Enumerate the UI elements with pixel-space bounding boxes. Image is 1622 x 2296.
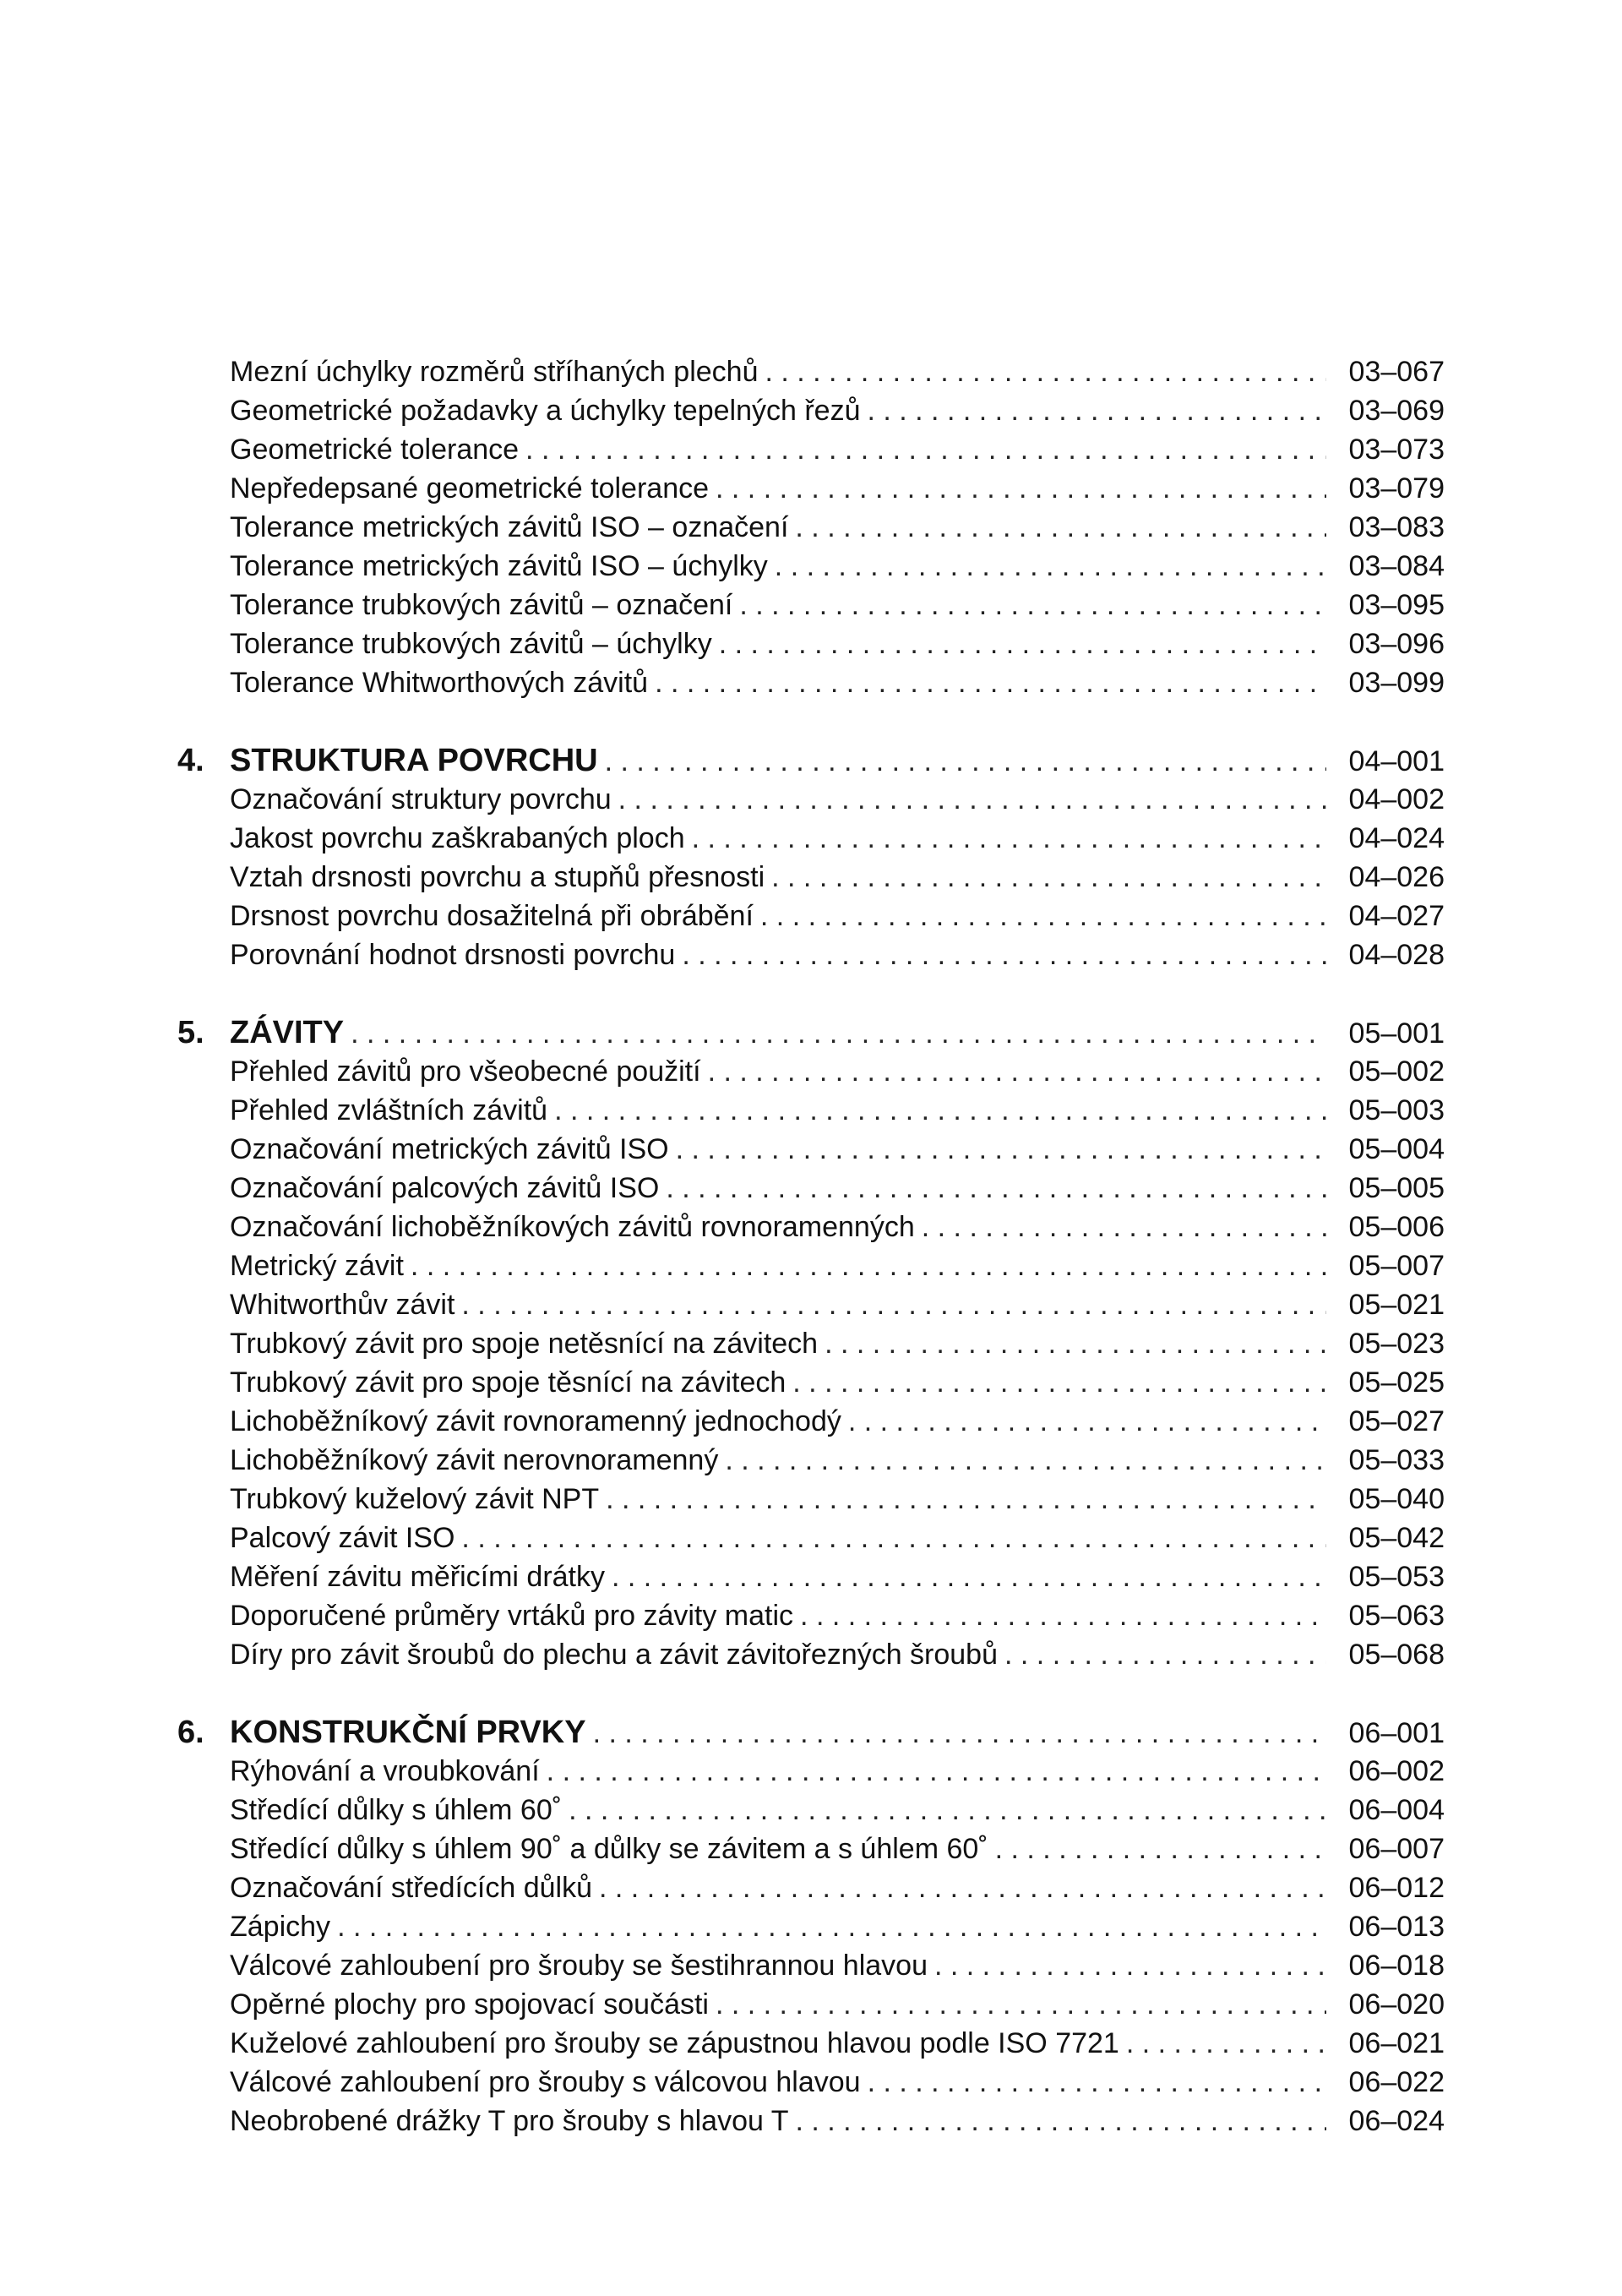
dot-leader: [547, 1752, 1326, 1791]
dot-leader: [411, 1246, 1326, 1285]
toc-entry: [177, 1557, 1445, 1596]
toc-entry: [177, 1752, 1445, 1791]
entry-page-number: 05–042: [1348, 1522, 1445, 1554]
toc-entry: [177, 1091, 1445, 1130]
toc-entry: [177, 430, 1445, 469]
entry-page-number: 03–099: [1348, 667, 1445, 699]
dot-leader: [848, 1402, 1326, 1441]
dot-leader: [760, 897, 1326, 935]
toc-entry: [177, 1052, 1445, 1091]
toc-entry: [177, 858, 1445, 897]
entry-title: Označování lichoběžníkových závitů rovnoramenných: [230, 1211, 915, 1243]
entry-page-number: 05–027: [1348, 1405, 1445, 1437]
entry-page-number: 06–020: [1348, 1988, 1445, 2021]
dot-leader: [461, 1519, 1326, 1557]
chapter-title: KONSTRUKČNÍ PRVKY: [230, 1715, 586, 1750]
toc-entry: [177, 1402, 1445, 1441]
toc-entry: [177, 897, 1445, 935]
dot-leader: [554, 1091, 1326, 1130]
dot-leader: [922, 1208, 1326, 1246]
entry-page-number: 05–004: [1348, 1133, 1445, 1165]
dot-leader: [771, 858, 1326, 897]
entry-page-number: 03–083: [1348, 511, 1445, 543]
entry-page-number: 06–007: [1348, 1833, 1445, 1865]
dot-leader: [461, 1285, 1326, 1324]
entry-page-number: 05–003: [1348, 1094, 1445, 1126]
dot-leader: [800, 1596, 1326, 1635]
entry-page-number: 03–095: [1348, 589, 1445, 621]
entry-page-number: 05–005: [1348, 1172, 1445, 1204]
entry-title: Palcový závit ISO: [230, 1522, 455, 1554]
entry-title: Středící důlky s úhlem 60˚: [230, 1794, 563, 1826]
toc-entry: [177, 1246, 1445, 1285]
entry-page-number: 05–023: [1348, 1328, 1445, 1360]
toc-entry: [177, 1363, 1445, 1402]
entry-title: Jakost povrchu zaškrabaných ploch: [230, 822, 685, 854]
chapter-number: 4.: [177, 743, 204, 778]
entry-title: Opěrné plochy pro spojovací součásti: [230, 1988, 709, 2021]
entry-title: Tolerance trubkových závitů – úchylky: [230, 628, 712, 660]
toc-entry: [177, 1907, 1445, 1946]
dot-leader: [593, 1714, 1326, 1753]
toc-chapter-heading: [177, 1013, 1445, 1052]
entry-title: Tolerance trubkových závitů – označení: [230, 589, 733, 621]
dot-leader: [351, 1014, 1326, 1053]
dot-leader: [995, 1830, 1326, 1868]
entry-title: Doporučené průměry vrtáků pro závity matic: [230, 1600, 794, 1632]
toc-entry: [177, 547, 1445, 586]
dot-leader: [765, 352, 1326, 391]
dot-leader: [796, 2102, 1327, 2141]
toc-entry: [177, 2102, 1445, 2141]
entry-title: Označování palcových závitů ISO: [230, 1172, 660, 1204]
chapter-page-number: 05–001: [1348, 1017, 1445, 1050]
entry-page-number: 03–069: [1348, 395, 1445, 427]
entry-title: Tolerance metrických závitů ISO – úchylky: [230, 550, 768, 582]
toc-entry: [177, 1441, 1445, 1480]
dot-leader: [599, 1868, 1326, 1907]
toc-entry: [177, 1208, 1445, 1246]
entry-title: Přehled zvláštních závitů: [230, 1094, 548, 1126]
dot-leader: [692, 819, 1326, 858]
entry-page-number: 04–027: [1348, 900, 1445, 932]
chapter-page-number: 04–001: [1348, 745, 1445, 777]
entry-title: Označování struktury povrchu: [230, 783, 612, 815]
entry-page-number: 06–013: [1348, 1911, 1445, 1943]
dot-leader: [739, 586, 1326, 624]
entry-title: Označování metrických závitů ISO: [230, 1133, 669, 1165]
dot-leader: [708, 1052, 1326, 1091]
entry-title: Zápichy: [230, 1911, 331, 1943]
toc-entry: [177, 352, 1445, 391]
entry-title: Trubkový závit pro spoje těsnící na závitech: [230, 1366, 787, 1399]
toc-chapter-heading: [177, 741, 1445, 780]
dot-leader: [666, 1169, 1326, 1208]
dot-leader: [725, 1441, 1326, 1480]
toc-entry: [177, 1596, 1445, 1635]
dot-leader: [775, 547, 1326, 586]
entry-title: Měření závitu měřicími drátky: [230, 1561, 605, 1593]
toc-entry: [177, 1130, 1445, 1169]
entry-page-number: 04–024: [1348, 822, 1445, 854]
entry-page-number: 03–073: [1348, 434, 1445, 466]
toc-entry: [177, 1791, 1445, 1830]
entry-page-number: 06–021: [1348, 2027, 1445, 2059]
chapter-page-number: 06–001: [1348, 1717, 1445, 1749]
entry-page-number: 06–022: [1348, 2066, 1445, 2098]
entry-page-number: 05–033: [1348, 1444, 1445, 1476]
entry-page-number: 06–004: [1348, 1794, 1445, 1826]
entry-title: Vztah drsnosti povrchu a stupňů přesnosti: [230, 861, 765, 893]
dot-leader: [867, 391, 1326, 430]
toc-entry: [177, 2024, 1445, 2063]
toc-entry: [177, 1946, 1445, 1985]
toc-entry: [177, 780, 1445, 819]
dot-leader: [337, 1907, 1326, 1946]
toc-entry: [177, 819, 1445, 858]
entry-title: Geometrické tolerance: [230, 434, 520, 466]
entry-title: Neobrobené drážky T pro šrouby s hlavou T: [230, 2105, 789, 2137]
dot-leader: [569, 1791, 1326, 1830]
entry-title: Drsnost povrchu dosažitelná při obrábění: [230, 900, 754, 932]
dot-leader: [795, 508, 1326, 547]
entry-title: Whitworthův závit: [230, 1289, 455, 1321]
entry-page-number: 03–084: [1348, 550, 1445, 582]
chapter-title: STRUKTURA POVRCHU: [230, 743, 598, 778]
entry-page-number: 04–026: [1348, 861, 1445, 893]
entry-page-number: 05–025: [1348, 1366, 1445, 1399]
dot-leader: [825, 1324, 1326, 1363]
toc-entry: [177, 508, 1445, 547]
toc-entry: [177, 1285, 1445, 1324]
entry-page-number: 05–002: [1348, 1055, 1445, 1088]
entry-title: Lichoběžníkový závit rovnoramenný jednochodý: [230, 1405, 841, 1437]
toc-chapter-heading: [177, 1713, 1445, 1752]
entry-title: Porovnání hodnot drsnosti povrchu: [230, 939, 676, 971]
toc-entry: [177, 1480, 1445, 1519]
entry-page-number: 06–012: [1348, 1872, 1445, 1904]
entry-page-number: 03–096: [1348, 628, 1445, 660]
toc-entry: [177, 2063, 1445, 2102]
dot-leader: [1004, 1635, 1326, 1674]
toc-entry: [177, 1519, 1445, 1557]
entry-title: Metrický závit: [230, 1250, 404, 1282]
entry-page-number: 05–006: [1348, 1211, 1445, 1243]
toc-entry: [177, 1985, 1445, 2024]
dot-leader: [682, 935, 1326, 974]
entry-title: Kuželové zahloubení pro šrouby se zápustnou hlavou podle ISO 7721: [230, 2027, 1119, 2059]
entry-title: Trubkový kuželový závit NPT: [230, 1483, 600, 1515]
entry-page-number: 06–002: [1348, 1755, 1445, 1787]
entry-title: Díry pro závit šroubů do plechu a závit závitořezných šroubů: [230, 1639, 999, 1671]
toc-entry: [177, 663, 1445, 702]
dot-leader: [792, 1363, 1326, 1402]
entry-title: Tolerance Whitworthových závitů: [230, 667, 649, 699]
dot-leader: [1126, 2024, 1326, 2063]
toc-entry: [177, 469, 1445, 508]
toc-entry: [177, 586, 1445, 624]
entry-page-number: 05–007: [1348, 1250, 1445, 1282]
entry-page-number: 05–063: [1348, 1600, 1445, 1632]
entry-page-number: 03–079: [1348, 472, 1445, 504]
entry-page-number: 06–024: [1348, 2105, 1445, 2137]
entry-title: Tolerance metrických závitů ISO – označení: [230, 511, 789, 543]
entry-title: Mezní úchylky rozměrů stříhaných plechů: [230, 356, 759, 388]
dot-leader: [612, 1557, 1326, 1596]
dot-leader: [606, 1480, 1326, 1519]
dot-leader: [716, 469, 1326, 508]
dot-leader: [716, 1985, 1326, 2024]
entry-title: Nepředepsané geometrické tolerance: [230, 472, 710, 504]
dot-leader: [676, 1130, 1326, 1169]
entry-title: Lichoběžníkový závit nerovnoramenný: [230, 1444, 719, 1476]
dot-leader: [618, 780, 1326, 819]
entry-title: Přehled závitů pro všeobecné použití: [230, 1055, 701, 1088]
chapter-title: ZÁVITY: [230, 1015, 345, 1050]
dot-leader: [655, 663, 1326, 702]
chapter-number: 6.: [177, 1715, 204, 1750]
toc-entry: [177, 391, 1445, 430]
dot-leader: [525, 430, 1326, 469]
table-of-contents: [177, 352, 1445, 2141]
dot-leader: [719, 624, 1326, 663]
entry-page-number: 04–002: [1348, 783, 1445, 815]
entry-page-number: 05–068: [1348, 1639, 1445, 1671]
entry-page-number: 05–021: [1348, 1289, 1445, 1321]
chapter-number: 5.: [177, 1015, 204, 1050]
dot-leader: [605, 742, 1326, 781]
toc-entry: [177, 1868, 1445, 1907]
entry-title: Rýhování a vroubkování: [230, 1755, 540, 1787]
toc-entry: [177, 1169, 1445, 1208]
toc-entry: [177, 1635, 1445, 1674]
entry-page-number: 05–053: [1348, 1561, 1445, 1593]
entry-title: Válcové zahloubení pro šrouby s válcovou hlavou: [230, 2066, 861, 2098]
entry-title: Středící důlky s úhlem 90˚ a důlky se závitem a s úhlem 60˚: [230, 1833, 988, 1865]
toc-entry: [177, 1830, 1445, 1868]
entry-title: Trubkový závit pro spoje netěsnící na závitech: [230, 1328, 819, 1360]
entry-page-number: 06–018: [1348, 1950, 1445, 1982]
entry-title: Válcové zahloubení pro šrouby se šestihrannou hlavou: [230, 1950, 928, 1982]
entry-page-number: 03–067: [1348, 356, 1445, 388]
dot-leader: [868, 2063, 1326, 2102]
entry-title: Označování středících důlků: [230, 1872, 593, 1904]
entry-title: Geometrické požadavky a úchylky tepelných řezů: [230, 395, 861, 427]
toc-entry: [177, 1324, 1445, 1363]
toc-entry: [177, 624, 1445, 663]
entry-page-number: 04–028: [1348, 939, 1445, 971]
dot-leader: [934, 1946, 1326, 1985]
entry-page-number: 05–040: [1348, 1483, 1445, 1515]
toc-entry: [177, 935, 1445, 974]
